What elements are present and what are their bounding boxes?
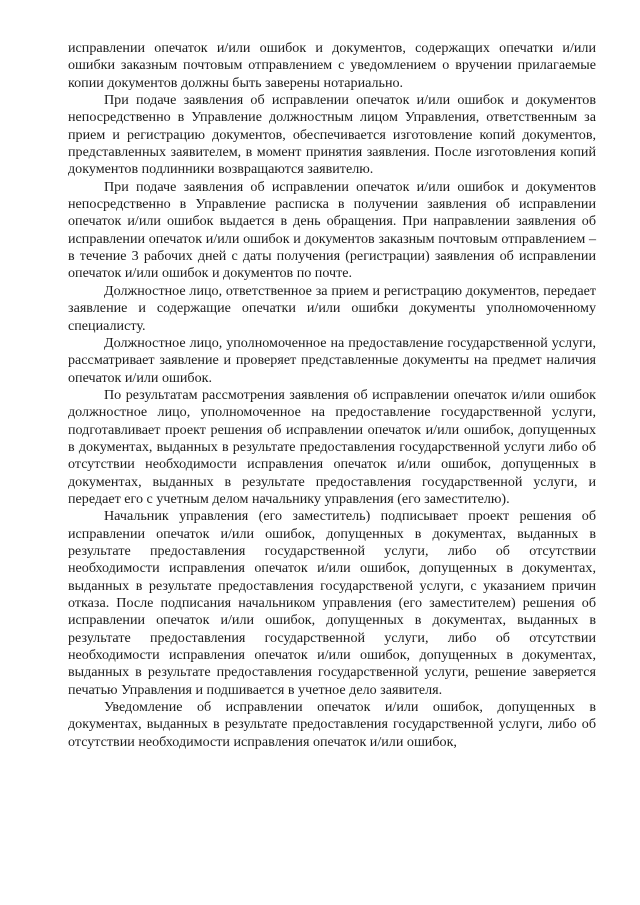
paragraph-6: По результатам рассмотрения заявления об исправлении опечаток и/или ошибок должностное лицо, уполномоченное на предоставление государственной услуги, подготавливает проект решения об исправлении опечаток и/или ошибок, допущенных в документах, выданных в результате предоставления государственной услуги либо об отсутствии необходимости исправления опечаток и/или ошибок, допущенных в документах, выданных в результате предоставления государственной услуги, и передает его с учетным делом начальнику управления (его заместителю). xyxy=(68,386,596,507)
paragraph-5: Должностное лицо, уполномоченное на предоставление государственной услуги, рассматривает заявление и проверяет представленные документы на предмет наличия опечаток и/или ошибок. xyxy=(68,334,596,386)
document-page xyxy=(68,40,596,751)
paragraph-8: Уведомление об исправлении опечаток и/или ошибок, допущенных в документах, выданных в результате предоставления государственной услуги, либо об отсутствии необходимости исправления опечаток и/или ошибок, xyxy=(68,699,596,750)
paragraph-2: При подаче заявления об исправлении опечаток и/или ошибок и документов непосредственно в Управление должностным лицом Управления, ответственным за прием и регистрацию документов, обеспечивается изготовление копий документов, представленных заявителем, в момент принятия заявления. После изготовления копий документов подлинники возвращаются заявителю. xyxy=(68,92,596,178)
paragraph-7: Начальник управления (его заместитель) подписывает проект решения об исправлении опечаток и/или ошибок, допущенных в документах, выданных в результате предоставления государственной услуги, либо об отсутствии необходимости исправления опечаток и/или ошибок, допущенных в документах, выданных в результате предоставления государственой услуги, с указанием причин отказа. После подписания начальником управления (его заместителем) решения об исправлении опечаток и/или ошибок, допущенных в документах, выданных в результате предоставления государственной услуги, либо об отсутствии необходимости исправления опечаток и/или ошибок, допущенных в документах, выданных в результате предоставления государственной услуги, решение заверяется печатью Управления и подшивается в учетное дело заявителя. xyxy=(68,508,596,698)
paragraph-3: При подаче заявления об исправлении опечаток и/или ошибок и документов непосредственно в Управление расписка в получении заявления об исправлении опечаток и/или ошибок выдается в день обращения. При направлении заявления об исправлении опечаток и/или ошибок и документов заказным почтовым отправлением – в течение 3 рабочих дней с даты получения (регистрации) заявления об исправлении опечаток и/или ошибок и документов по почте. xyxy=(68,178,596,282)
paragraph-4: Должностное лицо, ответственное за прием и регистрацию документов, передает заявление и содержащие опечатки и/или ошибки документы уполномоченному специалисту. xyxy=(68,282,596,334)
paragraph-1: исправлении опечаток и/или ошибок и документов, содержащих опечатки и/или ошибки заказным почтовым отправлением с уведомлением о вручении прилагаемые копии документов должны быть заверены нотариально. xyxy=(68,40,596,91)
